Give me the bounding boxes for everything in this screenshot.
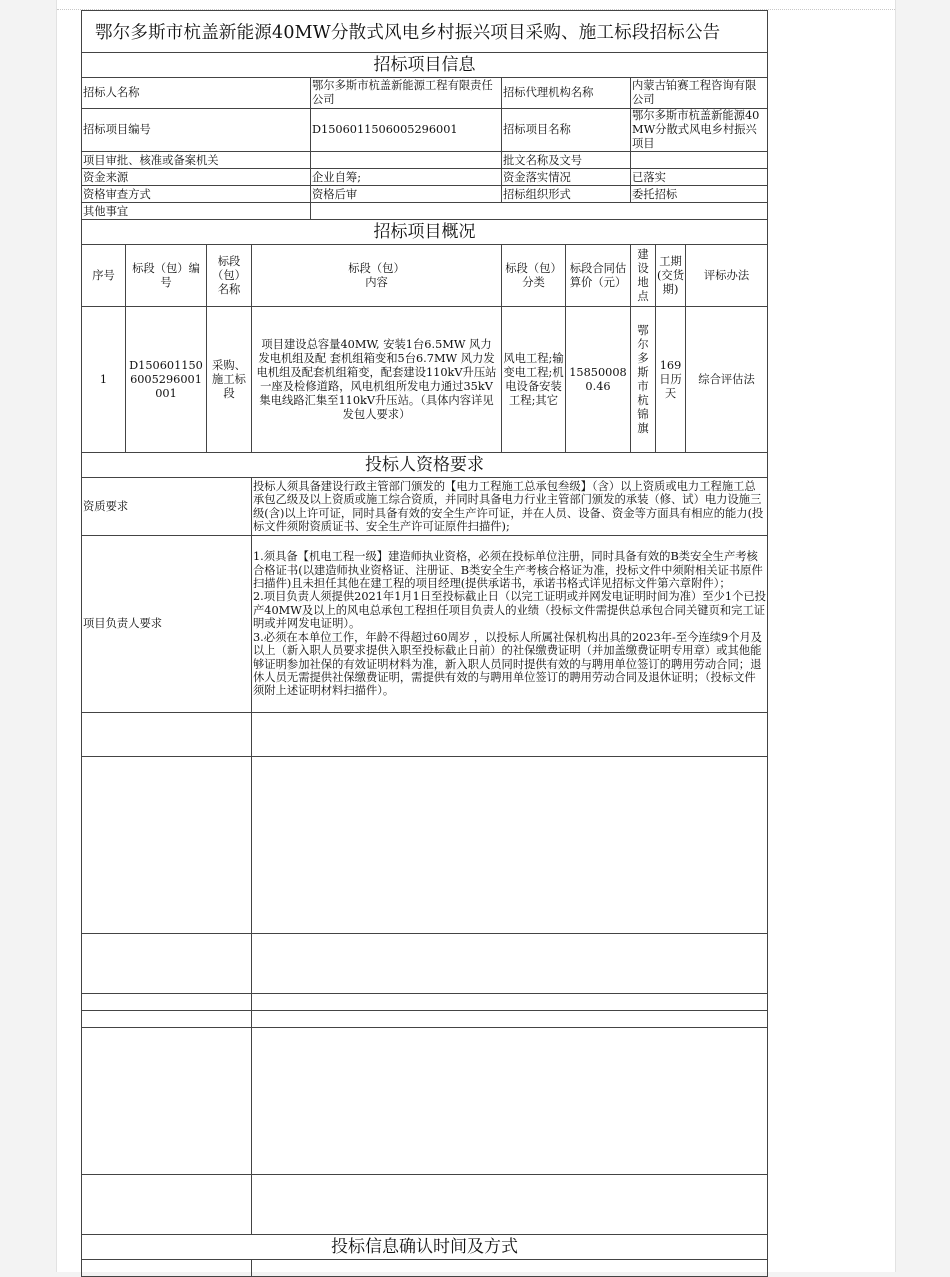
qual-label-3 [82,757,252,934]
table-row [82,307,768,453]
code-value: D1506011506005296001 [311,109,502,152]
col-header-code: 标段（包）编号 [126,245,207,307]
qual-text-0: 投标人须具备建设行政主管部门颁发的【电力工程施工总承包叁级】（含）以上资质或电力工程施工总承包乙级及以上资质或施工综合资质，并同时具备电力行业主管部门颁发的承装（修、试）电力设施三级(含)以上许可证，同时具备有效的安全生产许可证，并在人员、设备、资金等方面具有相应的能力(投标文件须附资质证书、安全生产许可证原件扫描件); [252,478,768,536]
row-price: 158500080.46 [566,307,631,453]
row-place: 鄂尔多斯市杭锦旗 [631,307,656,453]
tender-announcement [81,10,768,1277]
qual-text-8 [252,1175,768,1235]
qual-label-7 [82,1028,252,1175]
other-label: 其他事宜 [82,203,311,220]
qual-text-5 [252,994,768,1011]
col-header-price: 标段合同估算价（元） [566,245,631,307]
row-content: 项目建设总容量40MW, 安装1台6.5MW 风力发电机组及配 套机组箱变和5台6.7MW 风力发电机组及配套机组箱变，配套建设110kV升压站一座及检修道路，风电机组所发电力通过35kV集电线路汇集至110kV升压站。（具体内容详见发包人要求） [252,307,502,453]
qual-text-3 [252,757,768,934]
tenderer-label: 招标人名称 [82,78,311,109]
org-label: 招标组织形式 [502,186,631,203]
doc-label: 批文名称及文号 [502,152,631,169]
qual-text-1: 1.须具备【机电工程一级】建造师执业资格，必须在投标单位注册，同时具备有效的B类安全生产考核合格证书(以建造师执业资格证、注册证、B类安全生产考核合格证为准，投标文件中须附相关证书原件扫描件)且未担任其他在建工程的项目经理(提供承诺书，承诺书格式详见招标文件第六章附件）； 2.项目负责人须提供2021年1月1日至投标截止日（以完工证明或并网发电证明时间为准）至少1个已投产40MW及以上的风电总承包工程担任项目负责人的业绩（投标文件需提供总承包合同关键页和完工证明或并网发电证明）。 3.必须在本单位工作，年龄不得超过60周岁 ，以投标人所属社保机构出具的2023年-至今连续9个月及以上（新入职人员要求提供入职至投标截止日前）的社保缴费证明（并加盖缴费证明专用章）或其他能够证明参加社保的有效证明材料为准，新入职人员同时提供有效的与聘用单位签订的聘用劳动合同；退休人员无需提供社保缴费证明，需提供有效的与聘用单位签订的聘用劳动合同及退休证明；（投标文件须附上述证明材料扫描件）。 [252,536,768,713]
tenderer-value: 鄂尔多斯市杭盖新能源工程有限责任公司 [311,78,502,109]
qual-label-5 [82,994,252,1011]
col-header-name: 标段（包）名称 [207,245,252,307]
qual-label-6 [82,1011,252,1028]
qual-label-2 [82,713,252,757]
agency-value: 内蒙古铂赛工程咨询有限公司 [631,78,768,109]
approval-value [311,152,502,169]
qual-label-0: 资质要求 [82,478,252,536]
section-confirm-heading: 投标信息确认时间及方式 [82,1235,768,1260]
qual-text-6 [252,1011,768,1028]
fund-label: 资金来源 [82,169,311,186]
row-method: 综合评估法 [686,307,768,453]
confirm-label [82,1260,252,1277]
col-header-no: 序号 [82,245,126,307]
fund-status-value: 已落实 [631,169,768,186]
review-label: 资格审查方式 [82,186,311,203]
row-period: 169日历天 [656,307,686,453]
doc-value [631,152,768,169]
qual-text-4 [252,934,768,994]
qual-label-8 [82,1175,252,1235]
agency-label: 招标代理机构名称 [502,78,631,109]
tender-table [81,52,768,1277]
section-overview-heading: 招标项目概况 [82,220,768,245]
code-label: 招标项目编号 [82,109,311,152]
col-header-period: 工期(交货期) [656,245,686,307]
col-header-method: 评标办法 [686,245,768,307]
page-title: 鄂尔多斯市杭盖新能源40MW分散式风电乡村振兴项目采购、施工标段招标公告 [81,10,768,52]
review-value: 资格后审 [311,186,502,203]
fund-status-label: 资金落实情况 [502,169,631,186]
col-header-category: 标段（包）分类 [502,245,566,307]
col-header-content: 标段（包） 内容 [252,245,502,307]
qual-label-1: 项目负责人要求 [82,536,252,713]
qual-text-2 [252,713,768,757]
section-qualification-heading: 投标人资格要求 [82,453,768,478]
row-name: 采购、施工标段 [207,307,252,453]
qual-label-4 [82,934,252,994]
fund-value: 企业自筹; [311,169,502,186]
name-value: 鄂尔多斯市杭盖新能源40MW分散式风电乡村振兴项目 [631,109,768,152]
row-category: 风电工程;输变电工程;机电设备安装工程;其它 [502,307,566,453]
other-value [311,203,768,220]
qual-text-7 [252,1028,768,1175]
name-label: 招标项目名称 [502,109,631,152]
col-header-place: 建设地点 [631,245,656,307]
confirm-text [252,1260,768,1277]
section-info-heading: 招标项目信息 [82,53,768,78]
row-no: 1 [82,307,126,453]
row-code: D1506011506005296001001 [126,307,207,453]
approval-label: 项目审批、核准或备案机关 [82,152,311,169]
org-value: 委托招标 [631,186,768,203]
